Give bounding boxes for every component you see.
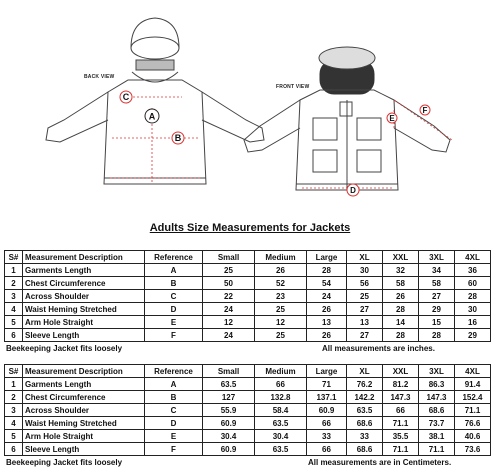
- cm-table-cell: 3: [5, 404, 23, 417]
- cm-table-cell: 30.4: [255, 430, 307, 443]
- cm-table-cell: 81.2: [383, 378, 419, 391]
- inches-header-cell: XXL: [383, 251, 419, 264]
- table-row: [5, 443, 491, 456]
- cm-table-cell: 91.4: [455, 378, 491, 391]
- inches-table-cell: 26: [383, 290, 419, 303]
- inches-table-cell: 13: [307, 316, 347, 329]
- cm-fit-note: Beekeeping Jacket fits loosely: [6, 458, 123, 467]
- inches-table-cell: 24: [307, 290, 347, 303]
- inches-header-cell: Small: [203, 251, 255, 264]
- inches-table-cell: 30: [347, 264, 383, 277]
- cm-header-cell: XL: [347, 365, 383, 378]
- inches-table-cell: 58: [383, 277, 419, 290]
- inches-table-cell: 28: [383, 329, 419, 342]
- cm-table-cell: 71: [307, 378, 347, 391]
- cm-table-cell: 60.9: [203, 443, 255, 456]
- inches-table-cell: 30: [455, 303, 491, 316]
- marker-e-front: E: [389, 114, 395, 123]
- marker-d-front: D: [350, 186, 356, 195]
- inches-header-cell: XL: [347, 251, 383, 264]
- inches-table-cell: 25: [255, 303, 307, 316]
- cm-table-cell: B: [145, 391, 203, 404]
- back-view-label: BACK VIEW: [84, 74, 115, 80]
- inches-table-cell: 52: [255, 277, 307, 290]
- cm-table-cell: 127: [203, 391, 255, 404]
- cm-table-cell: 66: [255, 378, 307, 391]
- cm-header-cell: Large: [307, 365, 347, 378]
- inches-table-cell: 27: [347, 303, 383, 316]
- cm-table-cell: 38.1: [419, 430, 455, 443]
- inches-table-cell: 50: [203, 277, 255, 290]
- inches-table-cell: 34: [419, 264, 455, 277]
- inches-table-cell: 13: [347, 316, 383, 329]
- inches-table-cell: 54: [307, 277, 347, 290]
- inches-table-cell: 56: [347, 277, 383, 290]
- inches-table-cell: 4: [5, 303, 23, 316]
- cm-table-cell: 71.1: [419, 443, 455, 456]
- inches-table-cell: 27: [347, 329, 383, 342]
- page-title: Adults Size Measurements for Jackets: [149, 222, 351, 234]
- cm-table-cell: 86.3: [419, 378, 455, 391]
- marker-c-back: C: [122, 92, 130, 102]
- jacket-illustration: [0, 0, 500, 212]
- cm-table-cell: 2: [5, 391, 23, 404]
- cm-table-cell: 66: [307, 443, 347, 456]
- cm-table-cell: Sleeve Length: [23, 443, 145, 456]
- inches-table-cell: 25: [347, 290, 383, 303]
- inches-table-cell: 29: [419, 303, 455, 316]
- cm-header-cell: Small: [203, 365, 255, 378]
- inches-table-cell: 32: [383, 264, 419, 277]
- inches-table-cell: Waist Heming Stretched: [23, 303, 145, 316]
- inches-header-cell: 4XL: [455, 251, 491, 264]
- cm-table-cell: 76.2: [347, 378, 383, 391]
- back-view-jacket: [46, 18, 264, 184]
- cm-table-cell: A: [145, 378, 203, 391]
- cm-table-cell: 60.9: [203, 417, 255, 430]
- inches-table-cell: 1: [5, 264, 23, 277]
- jacket-diagrams: [0, 0, 500, 212]
- inches-table-cell: 23: [255, 290, 307, 303]
- inches-table-cell: 28: [383, 303, 419, 316]
- cm-table-cell: 71.1: [455, 404, 491, 417]
- table-row: [5, 264, 491, 277]
- cm-table-cell: Arm Hole Straight: [23, 430, 145, 443]
- cm-table-cell: 73.6: [455, 443, 491, 456]
- marker-a-back: A: [148, 111, 156, 122]
- inches-table-cell: 24: [203, 329, 255, 342]
- cm-table-cell: E: [145, 430, 203, 443]
- cm-table-cell: 137.1: [307, 391, 347, 404]
- front-view-jacket: [244, 47, 450, 190]
- inches-table-cell: A: [145, 264, 203, 277]
- inches-table-cell: 3: [5, 290, 23, 303]
- inches-table-cell: 28: [419, 329, 455, 342]
- cm-table-cell: Waist Heming Stretched: [23, 417, 145, 430]
- inches-table-cell: 14: [383, 316, 419, 329]
- cm-table-cell: 33: [347, 430, 383, 443]
- table-row: [5, 417, 491, 430]
- inches-table-cell: 6: [5, 329, 23, 342]
- inches-table-cell: 12: [203, 316, 255, 329]
- inches-table-cell: C: [145, 290, 203, 303]
- inches-table-cell: 12: [255, 316, 307, 329]
- inches-table-cell: D: [145, 303, 203, 316]
- cm-table-cell: Garments Length: [23, 378, 145, 391]
- cm-table-cell: Chest Circumference: [23, 391, 145, 404]
- inches-size-table: [4, 250, 491, 342]
- cm-table-cell: Across Shoulder: [23, 404, 145, 417]
- inches-header-cell: Large: [307, 251, 347, 264]
- cm-table-cell: 58.4: [255, 404, 307, 417]
- cm-header-cell: Reference: [145, 365, 203, 378]
- table-row: [5, 303, 491, 316]
- cm-header-cell: Medium: [255, 365, 307, 378]
- inches-table-cell: Garments Length: [23, 264, 145, 277]
- inches-table-cell: 26: [307, 329, 347, 342]
- inches-table-cell: 29: [455, 329, 491, 342]
- table-row: [5, 329, 491, 342]
- inches-header-cell: Reference: [145, 251, 203, 264]
- cm-table-cell: 63.5: [255, 417, 307, 430]
- inches-header-cell: 3XL: [419, 251, 455, 264]
- inches-unit-note: All measurements are inches.: [322, 344, 435, 353]
- inches-table-cell: B: [145, 277, 203, 290]
- inches-table-cell: 26: [255, 264, 307, 277]
- front-view-label: FRONT VIEW: [276, 84, 310, 90]
- table-row: [5, 378, 491, 391]
- inches-table-cell: 5: [5, 316, 23, 329]
- inches-table-cell: E: [145, 316, 203, 329]
- cm-table-cell: 152.4: [455, 391, 491, 404]
- cm-header-cell: XXL: [383, 365, 419, 378]
- cm-table-cell: 68.6: [419, 404, 455, 417]
- inches-table-cell: 60: [455, 277, 491, 290]
- cm-table-cell: 76.6: [455, 417, 491, 430]
- cm-table-cell: 132.8: [255, 391, 307, 404]
- inches-table-cell: F: [145, 329, 203, 342]
- cm-header-cell: S#: [5, 365, 23, 378]
- cm-unit-note: All measurements are in Centimeters.: [308, 458, 452, 467]
- inches-fit-note: Beekeeping Jacket fits loosely: [6, 344, 123, 353]
- inches-header-cell: S#: [5, 251, 23, 264]
- cm-table-cell: 4: [5, 417, 23, 430]
- inches-table-cell: 24: [203, 303, 255, 316]
- cm-table-cell: 63.5: [203, 378, 255, 391]
- inches-table-cell: 16: [455, 316, 491, 329]
- inches-table-cell: Sleeve Length: [23, 329, 145, 342]
- cm-table-cell: 60.9: [307, 404, 347, 417]
- cm-table-cell: 55.9: [203, 404, 255, 417]
- inches-table-cell: 58: [419, 277, 455, 290]
- cm-table-cell: 68.6: [347, 443, 383, 456]
- table-row: [5, 430, 491, 443]
- inches-table-cell: 28: [307, 264, 347, 277]
- cm-table-cell: 40.6: [455, 430, 491, 443]
- inches-table-cell: Chest Circumference: [23, 277, 145, 290]
- cm-size-table: [4, 364, 491, 456]
- table-row: [5, 316, 491, 329]
- inches-table-cell: 25: [203, 264, 255, 277]
- cm-table-cell: C: [145, 404, 203, 417]
- cm-table-cell: 63.5: [347, 404, 383, 417]
- table-row: [5, 404, 491, 417]
- cm-table-cell: 1: [5, 378, 23, 391]
- marker-f-front: F: [422, 106, 428, 115]
- cm-table-cell: 33: [307, 430, 347, 443]
- cm-table-cell: 66: [307, 417, 347, 430]
- cm-table-cell: 35.5: [383, 430, 419, 443]
- cm-header-row: [5, 365, 491, 378]
- inches-table-cell: 25: [255, 329, 307, 342]
- inches-table-cell: 27: [419, 290, 455, 303]
- cm-table-cell: 142.2: [347, 391, 383, 404]
- marker-b-back: B: [174, 133, 182, 143]
- inches-header-row: [5, 251, 491, 264]
- cm-table-cell: 66: [383, 404, 419, 417]
- cm-header-cell: 3XL: [419, 365, 455, 378]
- inches-header-cell: Measurement Description: [23, 251, 145, 264]
- cm-table-cell: 6: [5, 443, 23, 456]
- cm-table-cell: 147.3: [383, 391, 419, 404]
- inches-table-cell: 22: [203, 290, 255, 303]
- cm-table-cell: 73.7: [419, 417, 455, 430]
- inches-table-cell: Arm Hole Straight: [23, 316, 145, 329]
- inches-header-cell: Medium: [255, 251, 307, 264]
- cm-header-cell: 4XL: [455, 365, 491, 378]
- table-row: [5, 277, 491, 290]
- inches-table-cell: 36: [455, 264, 491, 277]
- cm-table-cell: 71.1: [383, 417, 419, 430]
- cm-table-cell: 68.6: [347, 417, 383, 430]
- table-row: [5, 391, 491, 404]
- inches-table-cell: Across Shoulder: [23, 290, 145, 303]
- inches-table-cell: 28: [455, 290, 491, 303]
- inches-table-cell: 15: [419, 316, 455, 329]
- inches-table-cell: 2: [5, 277, 23, 290]
- cm-table-cell: 5: [5, 430, 23, 443]
- cm-table-cell: D: [145, 417, 203, 430]
- cm-table-cell: 63.5: [255, 443, 307, 456]
- cm-header-cell: Measurement Description: [23, 365, 145, 378]
- table-row: [5, 290, 491, 303]
- cm-table-cell: 30.4: [203, 430, 255, 443]
- inches-table-cell: 26: [307, 303, 347, 316]
- cm-table-cell: 71.1: [383, 443, 419, 456]
- cm-table-cell: F: [145, 443, 203, 456]
- cm-table-cell: 147.3: [419, 391, 455, 404]
